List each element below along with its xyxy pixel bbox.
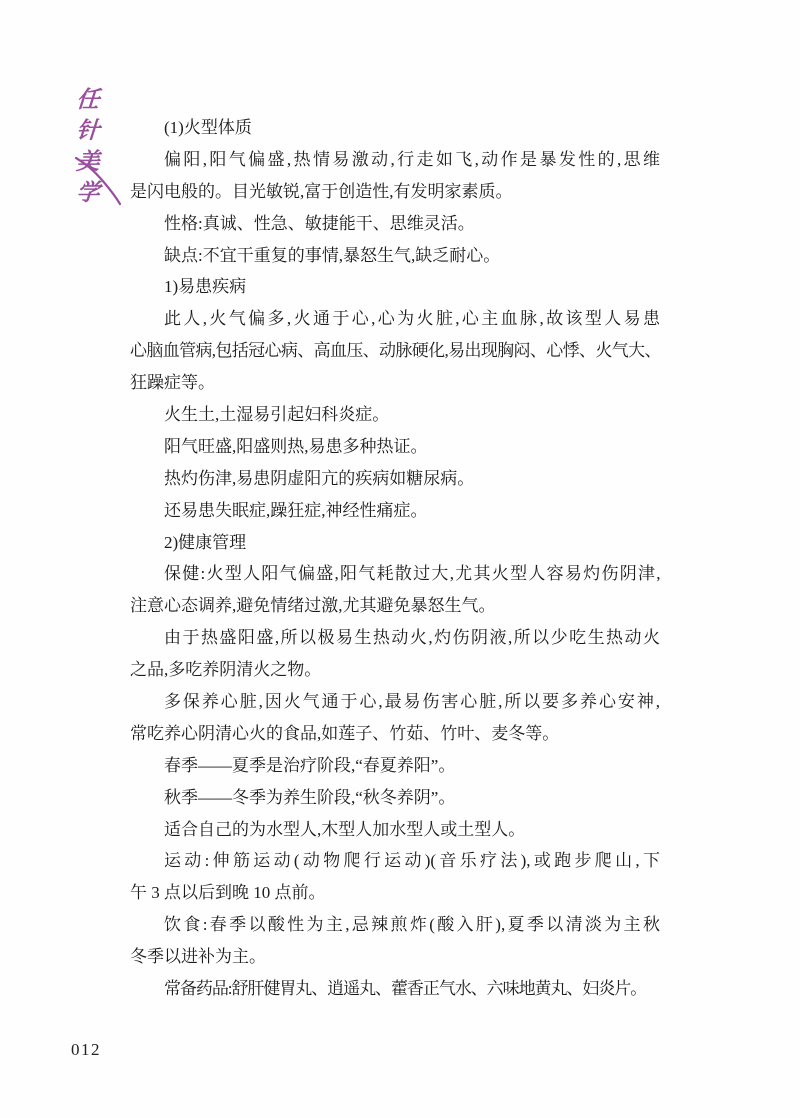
text-line: 缺点:不宜干重复的事情,暴怒生气,缺乏耐心。 (164, 245, 501, 265)
text-line: 性格:真诚、性急、敏捷能干、思维灵活。 (164, 213, 475, 233)
text-line: 狂躁症等。 (130, 373, 215, 393)
text-line: 注意心态调养,避免情绪过激,尤其避免暴怒生气。 (130, 596, 496, 616)
page-body-text (130, 112, 660, 1005)
text-line: 偏阳,阳气偏盛,热情易激动,行走如飞,动作是暴发性的,思维 (164, 149, 660, 169)
text-line: 火生土,土湿易引起妇科炎症。 (164, 405, 390, 425)
text-line: 此人,火气偏多,火通于心,心为火脏,心主血脉,故该型人易患 (164, 309, 660, 329)
text-line: 春季——夏季是治疗阶段,“春夏养阳”。 (164, 755, 456, 775)
text-line: 冬季以进补为主。 (130, 947, 266, 967)
text-line: 由于热盛阳盛,所以极易生热动火,灼伤阴液,所以少吃生热动火 (164, 628, 660, 648)
text-line: 心脑血管病,包括冠心病、高血压、动脉硬化,易出现胸闷、心悸、火气大、 (130, 341, 660, 361)
text-line: 运动:伸筋运动(动物爬行运动)(音乐疗法),或跑步爬山,下 (164, 851, 660, 871)
text-line: 还易患失眠症,躁狂症,神经性痛症。 (164, 500, 428, 520)
publisher-logo-vertical (68, 84, 108, 208)
logo-char: 学 (75, 180, 101, 205)
text-line: 阳气旺盛,阳盛则热,易患多种热证。 (164, 436, 428, 456)
text-line: 午 3 点以后到晚 10 点前。 (130, 883, 326, 903)
subheading-health-management: 2)健康管理 (164, 532, 247, 552)
subheading-susceptible-diseases: 1)易患疾病 (164, 277, 247, 297)
text-line: 秋季——冬季为养生阶段,“秋冬养阴”。 (164, 787, 456, 807)
text-line: 是闪电般的。目光敏锐,富于创造性,有发明家素质。 (130, 181, 513, 201)
text-line: 适合自己的为水型人,木型人加水型人或土型人。 (164, 819, 526, 839)
heading-fire-type-constitution: (1)火型体质 (164, 118, 252, 137)
text-line: 饮食:春季以酸性为主,忌辣煎炸(酸入肝),夏季以清淡为主秋 (164, 915, 660, 935)
text-line: 多保养心脏,因火气通于心,最易伤害心脏,所以要多养心安神, (164, 692, 660, 712)
logo-char: 针 (75, 118, 101, 143)
text-line: 常吃养心阴清心火的食品,如莲子、竹茹、竹叶、麦冬等。 (130, 723, 560, 743)
text-line: 常备药品:舒肝健胃丸、逍遥丸、藿香正气水、六味地黄丸、妇炎片。 (164, 979, 647, 999)
text-line: 保健:火型人阳气偏盛,阳气耗散过大,尤其火型人容易灼伤阴津, (164, 564, 660, 584)
text-line: 热灼伤津,易患阴虚阳亢的疾病如糖尿病。 (164, 468, 475, 488)
logo-char: 美 (75, 149, 101, 174)
page-number: 012 (71, 1040, 101, 1059)
logo-char: 任 (75, 87, 101, 112)
text-line: 之品,多吃养阴清火之物。 (130, 660, 322, 680)
